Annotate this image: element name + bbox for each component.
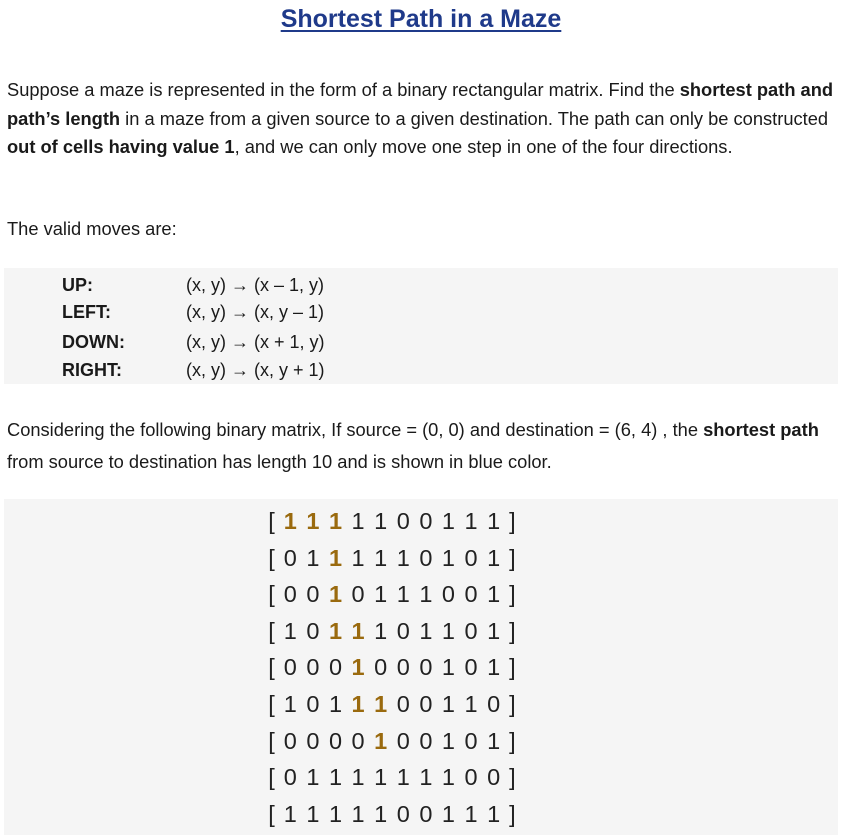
move-formula: (x, y) → (x, y – 1) [186,302,325,322]
page-title [0,2,842,36]
open-bracket: [ [268,727,275,754]
open-bracket: [ [268,581,275,608]
matrix-cell: 0 [306,690,320,717]
matrix-cell: 1 [306,764,320,791]
matrix-row [264,576,520,613]
matrix-cell: 0 [419,727,433,754]
open-bracket: [ [268,617,275,644]
matrix-row [264,649,520,686]
matrix-cell: 0 [306,727,320,754]
matrix-cell: 1 [419,617,433,644]
matrix-cell: 1 [441,727,455,754]
open-bracket: [ [268,508,275,534]
matrix-cell-path: 1 [328,508,343,534]
matrix-cell: 0 [306,617,320,644]
matrix-cell: 0 [328,654,343,681]
close-bracket: ] [509,800,516,827]
matrix-cell: 1 [374,508,388,534]
matrix-cell: 1 [351,544,365,571]
matrix-cell: 1 [374,544,388,571]
intro-text-3: , and we can only move one step in one of the four directions. [234,136,733,157]
intro-bold-2: out of cells having value 1 [7,136,235,157]
matrix-cell: 0 [419,800,433,827]
matrix-cell-path: 1 [306,508,320,534]
matrix-cell: 1 [396,544,410,571]
matrix-cell: 0 [283,581,297,608]
matrix-cell-path: 1 [351,690,365,717]
matrix-cell-path: 1 [283,508,297,534]
matrix-cell: 0 [396,508,410,534]
matrix-cell: 1 [441,508,455,534]
matrix-cell: 0 [487,764,501,791]
open-bracket: [ [268,690,275,717]
close-bracket: ] [509,617,516,644]
intro-text-1: Suppose a maze is represented in the form of a binary rectangular matrix. Find the [7,79,680,100]
matrix-cell: 1 [441,690,455,717]
matrix-cell: 1 [283,690,297,717]
matrix-cell: 0 [351,581,365,608]
close-bracket: ] [509,508,516,534]
matrix-cell-path: 1 [328,617,343,644]
matrix-cell: 1 [396,581,410,608]
matrix-cell: 0 [464,581,478,608]
matrix-cell: 1 [419,764,433,791]
example-text-2: from source to destination has length 10 and is shown in blue color. [7,451,552,472]
close-bracket: ] [509,544,516,571]
matrix-cell: 0 [441,581,455,608]
matrix-cell: 1 [487,508,501,534]
matrix-cell: 0 [396,690,410,717]
matrix-cell: 1 [441,800,455,827]
matrix-cell: 1 [328,800,343,827]
close-bracket: ] [509,727,516,754]
matrix-row [264,503,520,540]
move-label: LEFT: [62,302,111,322]
matrix-cell-path: 1 [328,581,343,608]
problem-description [7,76,839,162]
matrix-cell: 1 [374,581,388,608]
open-bracket: [ [268,654,275,681]
matrix-cell: 0 [283,727,297,754]
open-bracket: [ [268,764,275,791]
example-text-1: Considering the following binary matrix, If source = (0, 0) and destination = (6, 4) , the [7,419,704,440]
matrix-cell: 1 [441,654,455,681]
move-formula: (x, y) → (x + 1, y) [186,332,325,352]
intro-text-2: in a maze from a given source to a given destination. The path can only be constructed [120,107,829,129]
matrix-cell: 0 [306,654,320,681]
matrix-cell: 1 [283,617,297,644]
matrix-cell: 1 [328,764,343,791]
matrix-cell-path: 1 [374,727,388,754]
move-formula: (x, y) → (x – 1, y) [186,275,325,295]
matrix-row [264,723,520,760]
matrix-cell: 1 [374,764,388,791]
matrix-cell: 1 [487,617,501,644]
matrix-cell: 1 [464,800,478,827]
matrix-cell: 1 [351,508,365,534]
matrix-cell: 0 [419,508,433,534]
matrix-cell: 1 [487,654,501,681]
matrix-cell: 0 [396,654,410,681]
page-title-text: Shortest Path in a Maze [280,5,562,33]
matrix-cell: 0 [283,764,297,791]
close-bracket: ] [509,764,516,791]
matrix-row [264,796,520,833]
matrix-cell-path: 1 [351,654,365,681]
matrix-cell: 1 [441,764,455,791]
binary-matrix [264,503,520,832]
move-label: RIGHT: [62,360,122,380]
valid-moves-heading: The valid moves are: [7,218,177,239]
matrix-cell: 0 [419,690,433,717]
matrix-cell: 0 [374,654,388,681]
close-bracket: ] [509,581,516,608]
matrix-row [264,613,520,650]
matrix-cell: 1 [306,544,320,571]
close-bracket: ] [509,690,516,717]
matrix-cell: 1 [441,617,455,644]
matrix-cell: 1 [283,800,297,827]
matrix-cell: 1 [487,800,501,827]
matrix-cell-path: 1 [374,690,388,717]
matrix-cell: 0 [419,654,433,681]
intro-bold-1: shortest path and path’s length [7,79,834,129]
matrix-cell: 1 [419,581,433,608]
close-bracket: ] [509,654,516,681]
open-bracket: [ [268,544,275,571]
matrix-cell: 1 [396,764,410,791]
open-bracket: [ [268,800,275,827]
matrix-cell: 0 [396,617,410,644]
matrix-cell-path: 1 [328,544,343,571]
matrix-cell-path: 1 [351,617,365,644]
matrix-cell: 0 [464,764,478,791]
matrix-cell: 0 [487,690,501,717]
matrix-cell: 1 [351,764,365,791]
matrix-row [264,759,520,796]
matrix-cell: 1 [487,544,501,571]
matrix-cell: 0 [306,581,320,608]
move-label: UP: [62,275,93,295]
matrix-row [264,540,520,577]
matrix-cell: 0 [283,654,297,681]
matrix-cell: 0 [351,727,365,754]
move-label: DOWN: [62,332,125,352]
matrix-cell: 0 [419,544,433,571]
matrix-cell: 1 [328,690,343,717]
matrix-cell: 1 [351,800,365,827]
matrix-cell: 0 [464,544,478,571]
matrix-cell: 0 [464,727,478,754]
matrix-cell: 1 [441,544,455,571]
matrix-cell: 0 [464,654,478,681]
matrix-cell: 1 [374,800,388,827]
move-formula: (x, y) → (x, y + 1) [186,360,325,380]
matrix-cell: 0 [464,617,478,644]
matrix-cell: 0 [283,544,297,571]
matrix-cell: 0 [396,727,410,754]
matrix-cell: 1 [464,690,478,717]
matrix-cell: 1 [464,508,478,534]
example-description [7,414,839,478]
matrix-cell: 1 [487,581,501,608]
matrix-cell: 0 [396,800,410,827]
example-bold-1: shortest path [703,419,819,440]
matrix-cell: 1 [374,617,388,644]
matrix-cell: 1 [487,727,501,754]
matrix-row [264,686,520,723]
matrix-cell: 1 [306,800,320,827]
matrix-cell: 0 [328,727,343,754]
